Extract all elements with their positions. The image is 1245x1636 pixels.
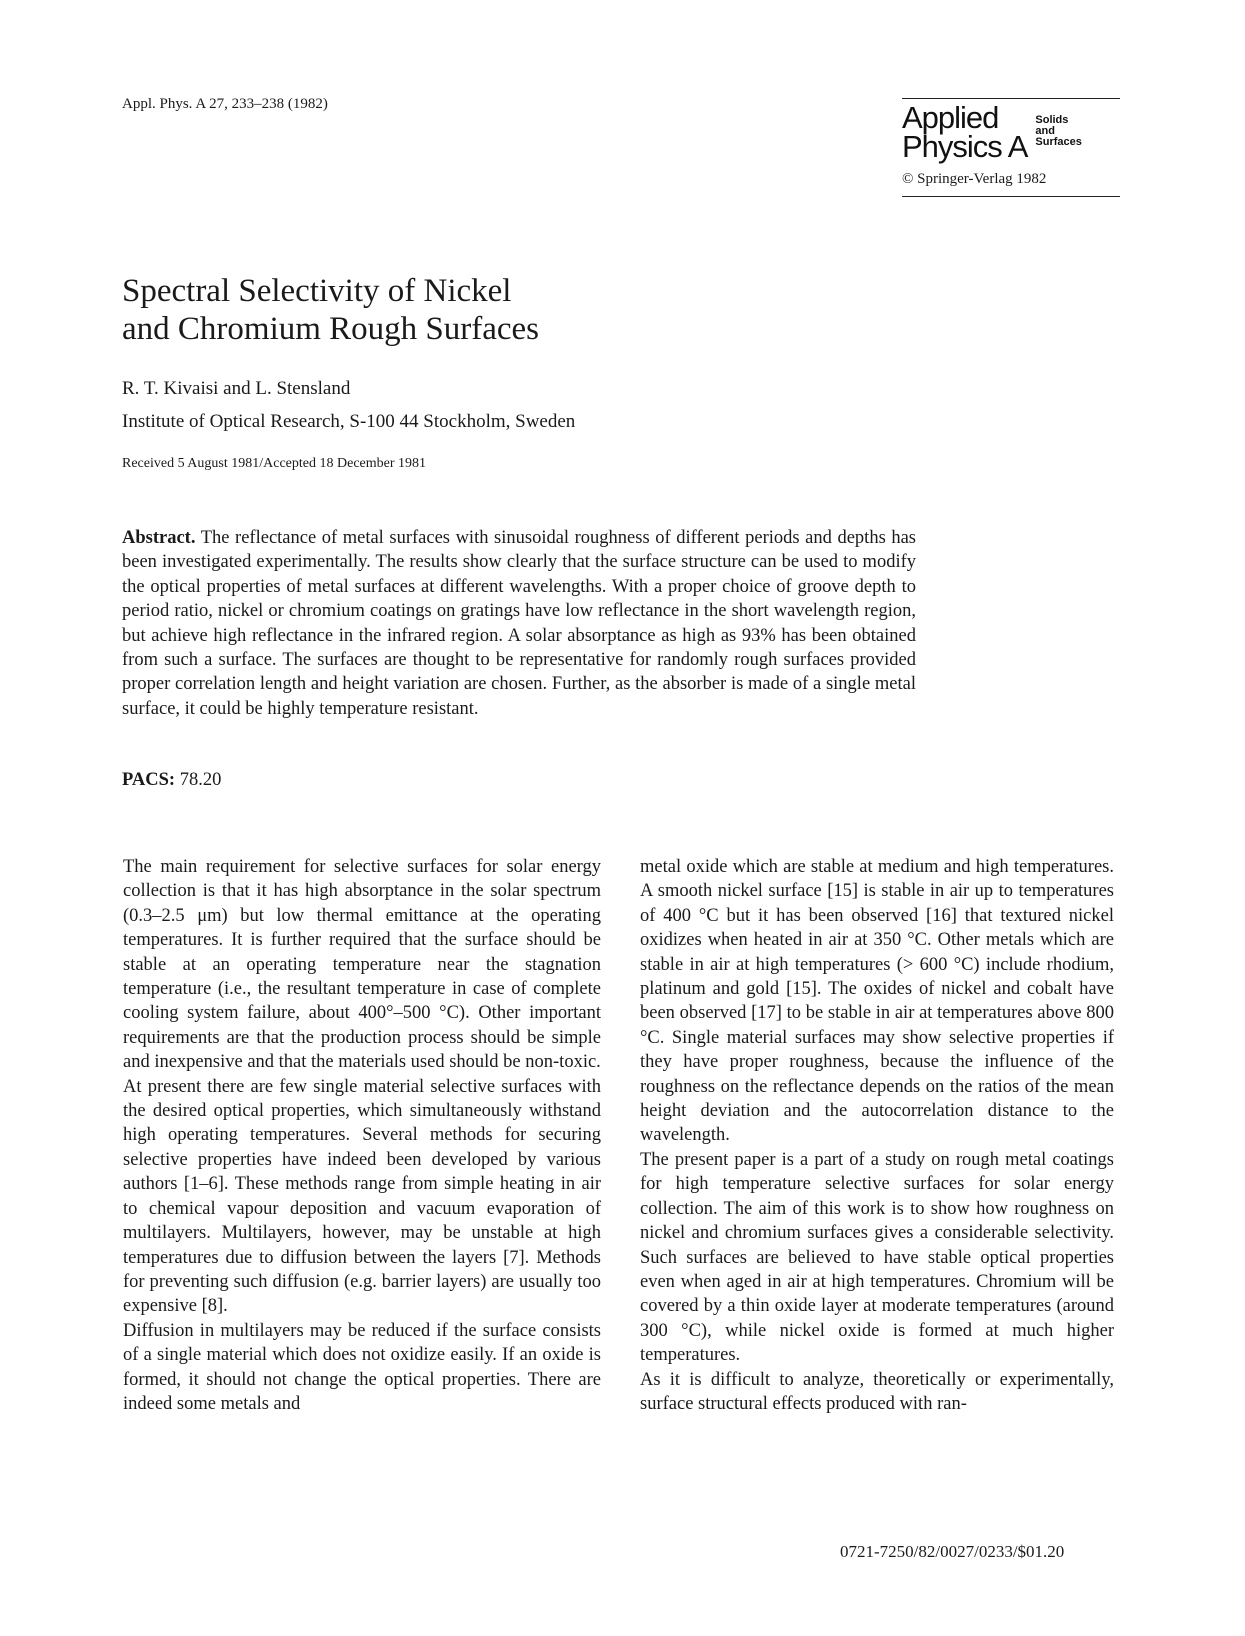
logo-side-2: and: [1035, 125, 1055, 137]
logo-side-text: [1035, 115, 1081, 148]
journal-logo-block: [902, 98, 1120, 197]
footer-code: 0721-7250/82/0027/0233/$01.20: [840, 1542, 1065, 1561]
abstract-label: Abstract.: [122, 528, 196, 548]
logo-side-3: Surfaces: [1035, 136, 1082, 148]
abstract-text: The reflectance of metal surfaces with sinusoidal roughness of different periods and depths has been investigated experimentally. The results show clearly that the surface structure can be used to modify the optical properties of metal surfaces at different wavelengths. With a proper choice of groove depth to period ratio, nickel or chromium coatings on gratings have low reflectance in the short wavelength region, but achieve high reflectance in the infrared region. A solar absorptance as high as 93% has been obtained from such a surface. The surfaces are thought to be representative for randomly rough surfaces provided proper correlation length and height variation are chosen. Further, as the absorber is made of a single metal surface, it could be highly temperature resistant.: [122, 528, 916, 719]
title-line-1: Spectral Selectivity of Nickel: [122, 273, 512, 309]
authors: R. T. Kivaisi and L. Stensland: [122, 378, 351, 399]
body-paragraph: metal oxide which are stable at medium and high temperatures. A smooth nickel surface [15] is stable in air up to temperatures of 400 °C but it has been observed [16] that textured nickel oxidizes when heated in air at 350 °C. Other metals which are stable in air at high temperatures (> 600 °C) include rhodium, platinum and gold [15]. The oxides of nickel and cobalt have been observed [17] to be stable in air at temperatures above 800 °C. Single material surfaces may show selective properties if they have proper roughness, because the influence of the roughness on the reflectance depends on the ratios of the mean height deviation and the autocorrelation distance to the wavelength.: [640, 857, 1114, 1146]
logo-line-1: Applied: [902, 100, 999, 135]
body-paragraph: As it is difficult to analyze, theoretically or experimentally, surface structural effects produced with ran-: [640, 1369, 1114, 1414]
body-paragraph: The present paper is a part of a study on rough metal coatings for high temperature selective surfaces for solar energy collection. The aim of this work is to show how roughness on nickel and chromium surfaces gives a considerable selectivity. Such surfaces are believed to have stable optical properties even when aged in air at high temperatures. Chromium will be covered by a thin oxide layer at moderate temperatures (around 300 °C), while nickel oxide is formed at much higher temperatures.: [640, 1149, 1114, 1366]
journal-citation: Appl. Phys. A 27, 233–238 (1982): [122, 96, 328, 112]
abstract: [122, 526, 916, 721]
body-column-left: [123, 855, 601, 1416]
body-paragraph: At present there are few single material selective surfaces with the desired optical properties, which simultaneously withstand high operating temperatures. Several methods for securing selective properties have indeed been developed by various authors [1–6]. These methods range from simple heating in air to chemical vapour deposition and vacuum evaporation of multilayers. Multilayers, however, may be unstable at high temperatures due to diffusion between the layers [7]. Methods for preventing such diffusion (e.g. barrier layers) are usually too expensive [8].: [123, 1076, 601, 1317]
publisher-copyright: © Springer-Verlag 1982: [902, 171, 1047, 187]
body-paragraph: The main requirement for selective surfaces for solar energy collection is that it has high absorptance in the solar spectrum (0.3–2.5 μm) but low thermal emittance at the operating temperatures. It is further required that the surface should be stable at an operating temperature near the stagnation temperature (i.e., the resultant temperature in case of complete cooling system failure, about 400°–500 °C). Other important requirements are that the production process should be simple and inexpensive and that the materials used should be non-toxic.: [123, 857, 601, 1073]
logo-line-2: Physics A: [902, 129, 1028, 164]
journal-logo: [902, 100, 1120, 164]
pacs-value: 78.20: [179, 770, 222, 790]
logo-main-text: [902, 100, 1028, 164]
paper-title: [122, 272, 822, 348]
title-line-2: and Chromium Rough Surfaces: [122, 311, 540, 347]
pacs: [122, 770, 221, 791]
logo-bottom-rule: [902, 196, 1120, 197]
pacs-label: PACS:: [122, 770, 176, 790]
body-column-right: [640, 855, 1114, 1416]
logo-side-1: Solids: [1035, 114, 1069, 126]
logo-top-rule: [902, 98, 1120, 99]
affiliation: Institute of Optical Research, S-100 44 Stockholm, Sweden: [122, 411, 576, 432]
body-paragraph: Diffusion in multilayers may be reduced if the surface consists of a single material which does not oxidize easily. If an oxide is formed, it should not change the optical properties. There are indeed some metals and: [123, 1320, 601, 1414]
received-dates: Received 5 August 1981/Accepted 18 December 1981: [122, 456, 427, 471]
